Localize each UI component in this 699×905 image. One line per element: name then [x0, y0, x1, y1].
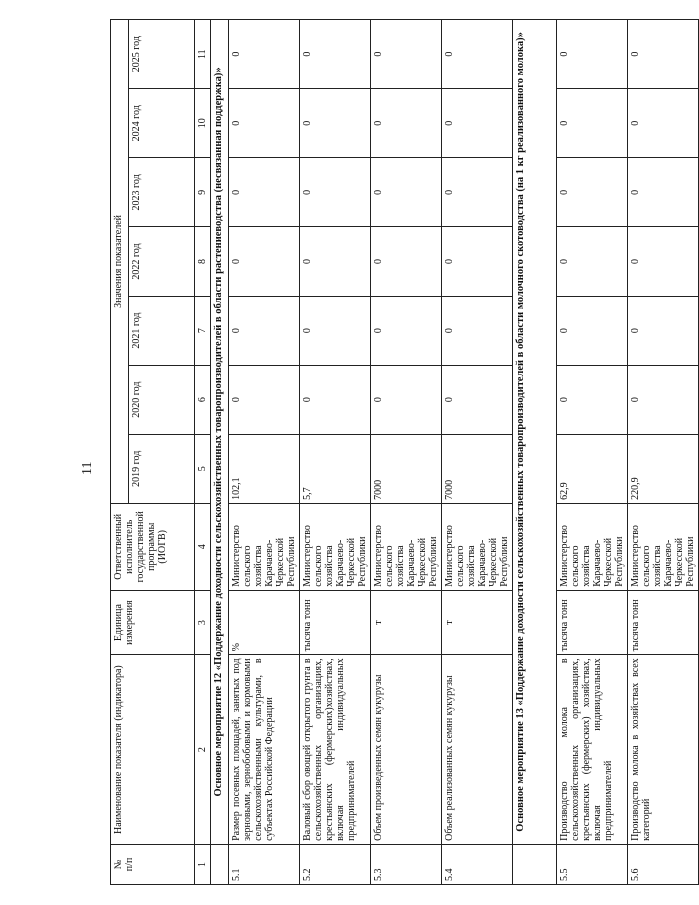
row-value: 0 — [300, 365, 371, 434]
col-number: 4 — [195, 503, 211, 590]
row-name: Валовый сбор овощей открытого грунта в сельскохозяйственных организациях, крестьянских (фермерских)хозяйствах, включая индивидуальных предпринимателей — [300, 655, 371, 844]
section-spacer — [513, 844, 557, 884]
year-2019: 2019 год — [129, 434, 195, 503]
section-title: Основное мероприятие 12 «Поддержание доходности сельскохозяйственных товаропроизводителей в области растениеводства (несвязанная поддержка)» — [211, 20, 229, 845]
row-name: Производство молока в хозяйствах всех категорий — [628, 655, 699, 844]
row-value: 0 — [442, 89, 513, 158]
row-value: 0 — [557, 227, 628, 296]
row-value: 7000 — [371, 434, 442, 503]
row-value: 0 — [371, 365, 442, 434]
row-value: 0 — [442, 20, 513, 89]
row-value: 0 — [229, 20, 300, 89]
col-number: 7 — [195, 296, 211, 365]
row-value: 0 — [371, 158, 442, 227]
col-number: 11 — [195, 20, 211, 89]
row-value: 5,7 — [300, 434, 371, 503]
year-2021: 2021 год — [129, 296, 195, 365]
section-title: Основное мероприятие 13 «Поддержание доходности сельскохозяйственных товаропроизводителей в области молочного скотоводства (на 1 кг реализованного молока)» — [513, 20, 557, 845]
row-name: Объем реализованных семян кукурузы — [442, 655, 513, 844]
row-num: 5.1 — [229, 844, 300, 884]
row-value: 0 — [229, 227, 300, 296]
row-value: 0 — [628, 20, 699, 89]
row-value: 7000 — [442, 434, 513, 503]
row-num: 5.3 — [371, 844, 442, 884]
col-number: 5 — [195, 434, 211, 503]
row-num: 5.2 — [300, 844, 371, 884]
row-responsible: Министерство сельского хозяйства Карачаево-Черкесской Республики — [557, 503, 628, 590]
header-values: Значения показателей — [111, 20, 129, 504]
row-value: 0 — [300, 296, 371, 365]
row-value: 0 — [300, 227, 371, 296]
col-number: 8 — [195, 227, 211, 296]
header-num: № п/п — [111, 844, 195, 884]
header-unit: Единица измерения — [111, 590, 195, 655]
row-value: 0 — [442, 158, 513, 227]
year-2025: 2025 год — [129, 20, 195, 89]
col-number: 3 — [195, 590, 211, 655]
section-spacer — [211, 844, 229, 884]
row-value: 0 — [229, 158, 300, 227]
row-responsible: Министерство сельского хозяйства Карачаево-Черкесской Республики — [371, 503, 442, 590]
row-value: 0 — [229, 296, 300, 365]
row-value: 0 — [557, 158, 628, 227]
row-name: Объем произведенных семян кукурузы — [371, 655, 442, 844]
row-value: 220,9 — [628, 434, 699, 503]
row-value: 0 — [229, 365, 300, 434]
year-2022: 2022 год — [129, 227, 195, 296]
row-value: 0 — [229, 89, 300, 158]
page-number: 11 — [80, 461, 95, 475]
row-value: 0 — [300, 158, 371, 227]
row-num: 5.5 — [557, 844, 628, 884]
year-2023: 2023 год — [129, 158, 195, 227]
row-value: 0 — [557, 365, 628, 434]
row-value: 0 — [371, 227, 442, 296]
col-number: 10 — [195, 89, 211, 158]
row-num: 5.4 — [442, 844, 513, 884]
row-unit: тысяча тонн — [557, 590, 628, 655]
row-value: 0 — [300, 89, 371, 158]
col-number: 2 — [195, 655, 211, 844]
year-2024: 2024 год — [129, 89, 195, 158]
col-number: 1 — [195, 844, 211, 884]
row-value: 0 — [628, 296, 699, 365]
col-number: 9 — [195, 158, 211, 227]
row-value: 0 — [557, 89, 628, 158]
row-value: 0 — [442, 296, 513, 365]
row-value: 62,9 — [557, 434, 628, 503]
row-value: 0 — [628, 365, 699, 434]
row-unit: т — [371, 590, 442, 655]
row-value: 0 — [557, 296, 628, 365]
row-unit: т — [442, 590, 513, 655]
year-2020: 2020 год — [129, 365, 195, 434]
row-unit: % — [229, 590, 300, 655]
row-responsible: Министерство сельского хозяйства Карачаево-Черкесской Республики — [442, 503, 513, 590]
row-unit: тысяча тонн — [300, 590, 371, 655]
row-value: 0 — [371, 20, 442, 89]
row-responsible: Министерство сельского хозяйства Карачаево-Черкесской Республики — [300, 503, 371, 590]
row-value: 0 — [442, 365, 513, 434]
indicators-table — [110, 19, 699, 885]
col-number: 6 — [195, 365, 211, 434]
row-responsible: Министерство сельского хозяйства Карачаево-Черкесской Республики — [628, 503, 699, 590]
row-responsible: Министерство сельского хозяйства Карачаево-Черкесской Республики — [229, 503, 300, 590]
row-name: Размер посевных площадей, занятых под зерновыми, зернобобовыми и кормовыми сельскохозяйственными культурами, в субъектах Российской Федерации — [229, 655, 300, 844]
header-name: Наименование показателя (индикатора) — [111, 655, 195, 844]
row-value: 0 — [628, 158, 699, 227]
row-num: 5.6 — [628, 844, 699, 884]
row-value: 0 — [371, 296, 442, 365]
header-responsible: Ответственный исполнитель государственной программы (ИОГВ) — [111, 503, 195, 590]
row-value: 0 — [628, 89, 699, 158]
row-value: 102,1 — [229, 434, 300, 503]
row-value: 0 — [628, 227, 699, 296]
row-value: 0 — [557, 20, 628, 89]
row-name: Производство молока в сельскохозяйственных организациях, крестьянских (фермерских) хозяйствах, включая индивидуальных предпринимателей — [557, 655, 628, 844]
row-value: 0 — [300, 20, 371, 89]
row-value: 0 — [442, 227, 513, 296]
row-unit: тысяча тонн — [628, 590, 699, 655]
row-value: 0 — [371, 89, 442, 158]
